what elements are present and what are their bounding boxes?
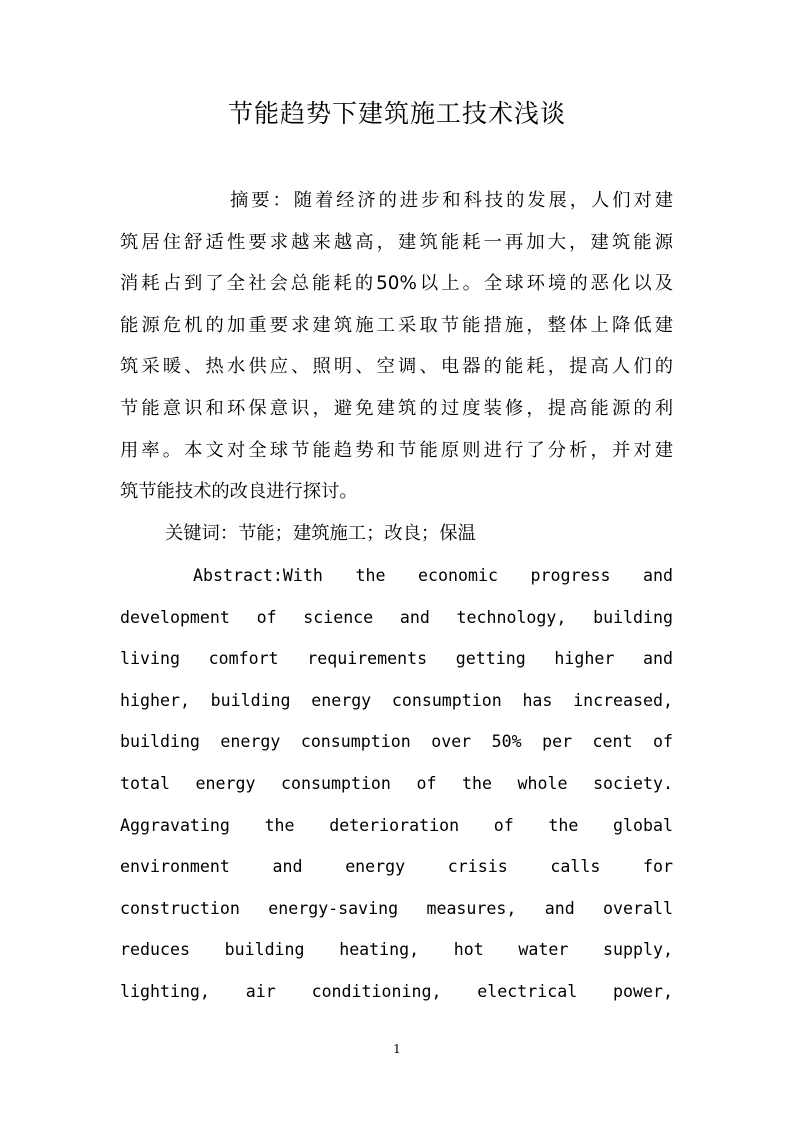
abstract-en-line: living comfort requirements getting higher and [120, 649, 673, 669]
abstract-cn-line: 筑居住舒适性要求越来越高，建筑能耗一再加大，建筑能源 [120, 231, 673, 253]
abstract-cn-line: 摘要：随着经济的进步和科技的发展，人们对建 [230, 190, 673, 211]
abstract-en-line: higher, building energy consumption has increased, [120, 690, 673, 710]
abstract-cn-line: 消耗占到了全社会总能耗的50%以上。全球环境的恶化以及 [120, 273, 673, 295]
abstract-en-line: construction energy-saving measures, and overall [120, 898, 673, 918]
abstract-en-line: Abstract:With the economic progress and [193, 566, 673, 585]
abstract-en-line: environment and energy crisis calls for [120, 857, 673, 877]
abstract-cn-line: 节能意识和环保意识，避免建筑的过度装修，提高能源的利 [120, 397, 673, 419]
document-title: 节能趋势下建筑施工技术浅谈 [227, 99, 566, 128]
abstract-en-line: Aggravating the deterioration of the global [120, 815, 673, 835]
abstract-cn-line: 筑采暖、热水供应、照明、空调、电器的能耗，提高人们的 [120, 356, 673, 378]
abstract-en-line: reduces building heating, hot water supply, [120, 940, 673, 960]
abstract-cn-line: 筑节能技术的改良进行探讨。 [120, 481, 358, 503]
abstract-english [120, 555, 673, 1013]
abstract-cn-line: 用率。本文对全球节能趋势和节能原则进行了分析，并对建 [120, 439, 673, 461]
abstract-en-line: lighting, air conditioning, electrical power, [120, 981, 673, 1001]
page-number: 1 [393, 1042, 401, 1056]
abstract-en-line: development of science and technology, building [120, 607, 673, 627]
abstract-en-line: building energy consumption over 50% per cent of [120, 732, 673, 752]
abstract-chinese [120, 180, 673, 513]
abstract-cn-line: 能源危机的加重要求建筑施工采取节能措施，整体上降低建 [120, 314, 673, 336]
keywords: 关键词：节能；建筑施工；改良；保温 [165, 523, 476, 544]
abstract-en-line: total energy consumption of the whole society. [120, 773, 673, 793]
